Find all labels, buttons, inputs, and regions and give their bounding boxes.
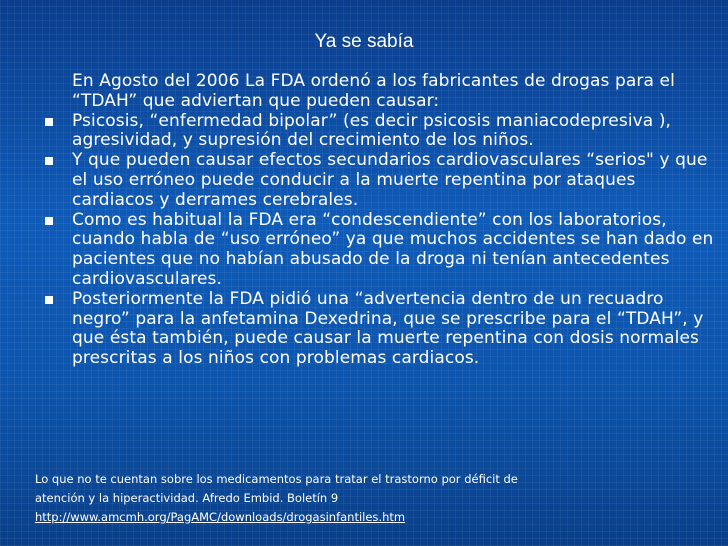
bullet-item: Y que pueden causar efectos secundarios cardiovasculares “serios" y que el uso erróneo puede conducir a la muerte repentina por ataques cardiacos y derrames cerebrales.	[72, 151, 722, 210]
intro-paragraph: En Agosto del 2006 La FDA ordenó a los fabricantes de drogas para el “TDAH” que adviertan que pueden causar:	[72, 71, 675, 111]
slide-title: Ya se sabía	[314, 31, 414, 52]
slide-body	[72, 72, 722, 369]
source-link[interactable]: http://www.amcmh.org/PagAMC/downloads/drogasinfantiles.htm	[35, 510, 406, 524]
source-footer	[35, 470, 715, 527]
bullet-item: Posteriormente la FDA pidió una “advertencia dentro de un recuadro negro” para la anfetamina Dexedrina, que se prescribe para el “TDAH”, y que ésta también, puede causar la muerte repentina con dosis normales prescritas a los niños con problemas cardiacos.	[72, 290, 722, 369]
footer-line: atención y la hiperactividad. Afredo Embid. Boletín 9	[35, 491, 339, 505]
footer-line: Lo que no te cuentan sobre los medicamentos para tratar el trastorno por déficit de	[35, 472, 518, 486]
bullet-item: Psicosis, “enfermedad bipolar” (es decir psicosis maniacodepresiva ), agresividad, y supresión del crecimiento de los niños.	[72, 112, 722, 152]
bullet-item: Como es habitual la FDA era “condescendiente” con los laboratorios, cuando habla de “uso erróneo” ya que muchos accidentes se han dado en pacientes que no habían abusado de la droga ni tenían antecedentes cardiovasculares.	[72, 211, 722, 290]
